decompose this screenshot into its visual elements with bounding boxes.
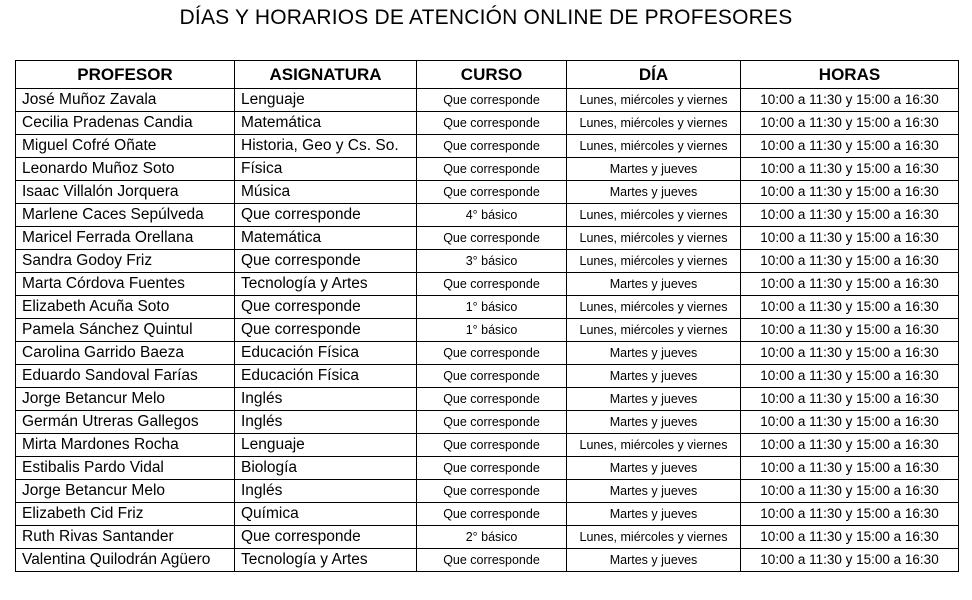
asignatura-cell: Tecnología y Artes — [235, 549, 417, 572]
curso-cell: 3° básico — [417, 250, 567, 273]
dia-cell: Lunes, miércoles y viernes — [567, 296, 741, 319]
table-row — [16, 296, 959, 319]
dia-cell: Martes y jueves — [567, 457, 741, 480]
horas-cell: 10:00 a 11:30 y 15:00 a 16:30 — [741, 319, 959, 342]
asignatura-cell: Que corresponde — [235, 250, 417, 273]
dia-cell: Lunes, miércoles y viernes — [567, 204, 741, 227]
profesor-cell: Carolina Garrido Baeza — [16, 342, 235, 365]
horas-cell: 10:00 a 11:30 y 15:00 a 16:30 — [741, 135, 959, 158]
horas-cell: 10:00 a 11:30 y 15:00 a 16:30 — [741, 411, 959, 434]
asignatura-cell: Tecnología y Artes — [235, 273, 417, 296]
curso-cell: Que corresponde — [417, 480, 567, 503]
asignatura-cell: Historia, Geo y Cs. So. — [235, 135, 417, 158]
table-row — [16, 250, 959, 273]
table-row — [16, 457, 959, 480]
profesor-cell: Valentina Quilodrán Agüero — [16, 549, 235, 572]
curso-cell: Que corresponde — [417, 158, 567, 181]
profesor-cell: Elizabeth Cid Friz — [16, 503, 235, 526]
dia-cell: Martes y jueves — [567, 158, 741, 181]
profesor-cell: Elizabeth Acuña Soto — [16, 296, 235, 319]
asignatura-cell: Educación Física — [235, 342, 417, 365]
horas-cell: 10:00 a 11:30 y 15:00 a 16:30 — [741, 503, 959, 526]
profesor-cell: Miguel Cofré Oñate — [16, 135, 235, 158]
table-row — [16, 480, 959, 503]
asignatura-cell: Música — [235, 181, 417, 204]
dia-cell: Martes y jueves — [567, 181, 741, 204]
asignatura-cell: Biología — [235, 457, 417, 480]
horas-cell: 10:00 a 11:30 y 15:00 a 16:30 — [741, 342, 959, 365]
profesor-cell: Pamela Sánchez Quintul — [16, 319, 235, 342]
asignatura-cell: Lenguaje — [235, 89, 417, 112]
curso-cell: Que corresponde — [417, 365, 567, 388]
dia-cell: Martes y jueves — [567, 503, 741, 526]
table-row — [16, 112, 959, 135]
horas-cell: 10:00 a 11:30 y 15:00 a 16:30 — [741, 296, 959, 319]
table-row — [16, 319, 959, 342]
asignatura-cell: Matemática — [235, 112, 417, 135]
curso-cell: 1° básico — [417, 296, 567, 319]
dia-cell: Martes y jueves — [567, 342, 741, 365]
dia-cell: Martes y jueves — [567, 480, 741, 503]
table-row — [16, 503, 959, 526]
curso-cell: Que corresponde — [417, 181, 567, 204]
profesor-cell: Cecilia Pradenas Candia — [16, 112, 235, 135]
curso-cell: Que corresponde — [417, 89, 567, 112]
asignatura-cell: Inglés — [235, 480, 417, 503]
page-title: DÍAS Y HORARIOS DE ATENCIÓN ONLINE DE PROFESORES — [179, 6, 793, 29]
curso-cell: Que corresponde — [417, 135, 567, 158]
schedule-table — [15, 60, 959, 572]
asignatura-cell: Química — [235, 503, 417, 526]
dia-cell: Lunes, miércoles y viernes — [567, 135, 741, 158]
asignatura-cell: Matemática — [235, 227, 417, 250]
table-row — [16, 273, 959, 296]
table-row — [16, 434, 959, 457]
horas-cell: 10:00 a 11:30 y 15:00 a 16:30 — [741, 457, 959, 480]
dia-cell: Martes y jueves — [567, 273, 741, 296]
table-row — [16, 158, 959, 181]
horas-cell: 10:00 a 11:30 y 15:00 a 16:30 — [741, 227, 959, 250]
profesor-cell: Sandra Godoy Friz — [16, 250, 235, 273]
curso-cell: Que corresponde — [417, 411, 567, 434]
table-row — [16, 89, 959, 112]
table-row — [16, 526, 959, 549]
profesor-cell: Marta Córdova Fuentes — [16, 273, 235, 296]
dia-cell: Lunes, miércoles y viernes — [567, 227, 741, 250]
horas-cell: 10:00 a 11:30 y 15:00 a 16:30 — [741, 480, 959, 503]
dia-cell: Lunes, miércoles y viernes — [567, 319, 741, 342]
curso-cell: Que corresponde — [417, 273, 567, 296]
table-row — [16, 342, 959, 365]
profesor-cell: Mirta Mardones Rocha — [16, 434, 235, 457]
table-row — [16, 365, 959, 388]
horas-cell: 10:00 a 11:30 y 15:00 a 16:30 — [741, 365, 959, 388]
asignatura-cell: Inglés — [235, 411, 417, 434]
dia-cell: Lunes, miércoles y viernes — [567, 250, 741, 273]
profesor-cell: Marlene Caces Sepúlveda — [16, 204, 235, 227]
asignatura-cell: Inglés — [235, 388, 417, 411]
curso-cell: 2° básico — [417, 526, 567, 549]
asignatura-cell: Física — [235, 158, 417, 181]
profesor-cell: Maricel Ferrada Orellana — [16, 227, 235, 250]
horas-cell: 10:00 a 11:30 y 15:00 a 16:30 — [741, 112, 959, 135]
dia-cell: Martes y jueves — [567, 388, 741, 411]
table-row — [16, 204, 959, 227]
asignatura-cell: Que corresponde — [235, 204, 417, 227]
dia-cell: Martes y jueves — [567, 549, 741, 572]
table-row — [16, 181, 959, 204]
horas-cell: 10:00 a 11:30 y 15:00 a 16:30 — [741, 549, 959, 572]
horas-cell: 10:00 a 11:30 y 15:00 a 16:30 — [741, 388, 959, 411]
curso-cell: Que corresponde — [417, 457, 567, 480]
dia-cell: Martes y jueves — [567, 365, 741, 388]
horas-cell: 10:00 a 11:30 y 15:00 a 16:30 — [741, 89, 959, 112]
horas-cell: 10:00 a 11:30 y 15:00 a 16:30 — [741, 526, 959, 549]
dia-cell: Martes y jueves — [567, 411, 741, 434]
profesor-cell: Jorge Betancur Melo — [16, 480, 235, 503]
dia-cell: Lunes, miércoles y viernes — [567, 112, 741, 135]
horas-cell: 10:00 a 11:30 y 15:00 a 16:30 — [741, 273, 959, 296]
curso-cell: 4° básico — [417, 204, 567, 227]
column-header-profesor: PROFESOR — [16, 61, 235, 89]
profesor-cell: Eduardo Sandoval Farías — [16, 365, 235, 388]
table-row — [16, 549, 959, 572]
asignatura-cell: Que corresponde — [235, 319, 417, 342]
asignatura-cell: Que corresponde — [235, 296, 417, 319]
column-header-curso: CURSO — [417, 61, 567, 89]
column-header-dia: DÍA — [567, 61, 741, 89]
table-row — [16, 388, 959, 411]
table-body — [16, 89, 959, 572]
profesor-cell: Germán Utreras Gallegos — [16, 411, 235, 434]
dia-cell: Lunes, miércoles y viernes — [567, 526, 741, 549]
table-row — [16, 411, 959, 434]
column-header-asignatura: ASIGNATURA — [235, 61, 417, 89]
asignatura-cell: Lenguaje — [235, 434, 417, 457]
curso-cell: 1° básico — [417, 319, 567, 342]
table-row — [16, 227, 959, 250]
horas-cell: 10:00 a 11:30 y 15:00 a 16:30 — [741, 434, 959, 457]
dia-cell: Lunes, miércoles y viernes — [567, 434, 741, 457]
curso-cell: Que corresponde — [417, 227, 567, 250]
curso-cell: Que corresponde — [417, 434, 567, 457]
profesor-cell: Ruth Rivas Santander — [16, 526, 235, 549]
horas-cell: 10:00 a 11:30 y 15:00 a 16:30 — [741, 250, 959, 273]
table-header-row — [16, 61, 959, 89]
profesor-cell: Jorge Betancur Melo — [16, 388, 235, 411]
curso-cell: Que corresponde — [417, 388, 567, 411]
horas-cell: 10:00 a 11:30 y 15:00 a 16:30 — [741, 158, 959, 181]
profesor-cell: José Muñoz Zavala — [16, 89, 235, 112]
asignatura-cell: Educación Física — [235, 365, 417, 388]
asignatura-cell: Que corresponde — [235, 526, 417, 549]
curso-cell: Que corresponde — [417, 342, 567, 365]
horas-cell: 10:00 a 11:30 y 15:00 a 16:30 — [741, 181, 959, 204]
curso-cell: Que corresponde — [417, 112, 567, 135]
curso-cell: Que corresponde — [417, 549, 567, 572]
table-row — [16, 135, 959, 158]
curso-cell: Que corresponde — [417, 503, 567, 526]
column-header-horas: HORAS — [741, 61, 959, 89]
dia-cell: Lunes, miércoles y viernes — [567, 89, 741, 112]
profesor-cell: Leonardo Muñoz Soto — [16, 158, 235, 181]
profesor-cell: Isaac Villalón Jorquera — [16, 181, 235, 204]
horas-cell: 10:00 a 11:30 y 15:00 a 16:30 — [741, 204, 959, 227]
profesor-cell: Estibalis Pardo Vidal — [16, 457, 235, 480]
